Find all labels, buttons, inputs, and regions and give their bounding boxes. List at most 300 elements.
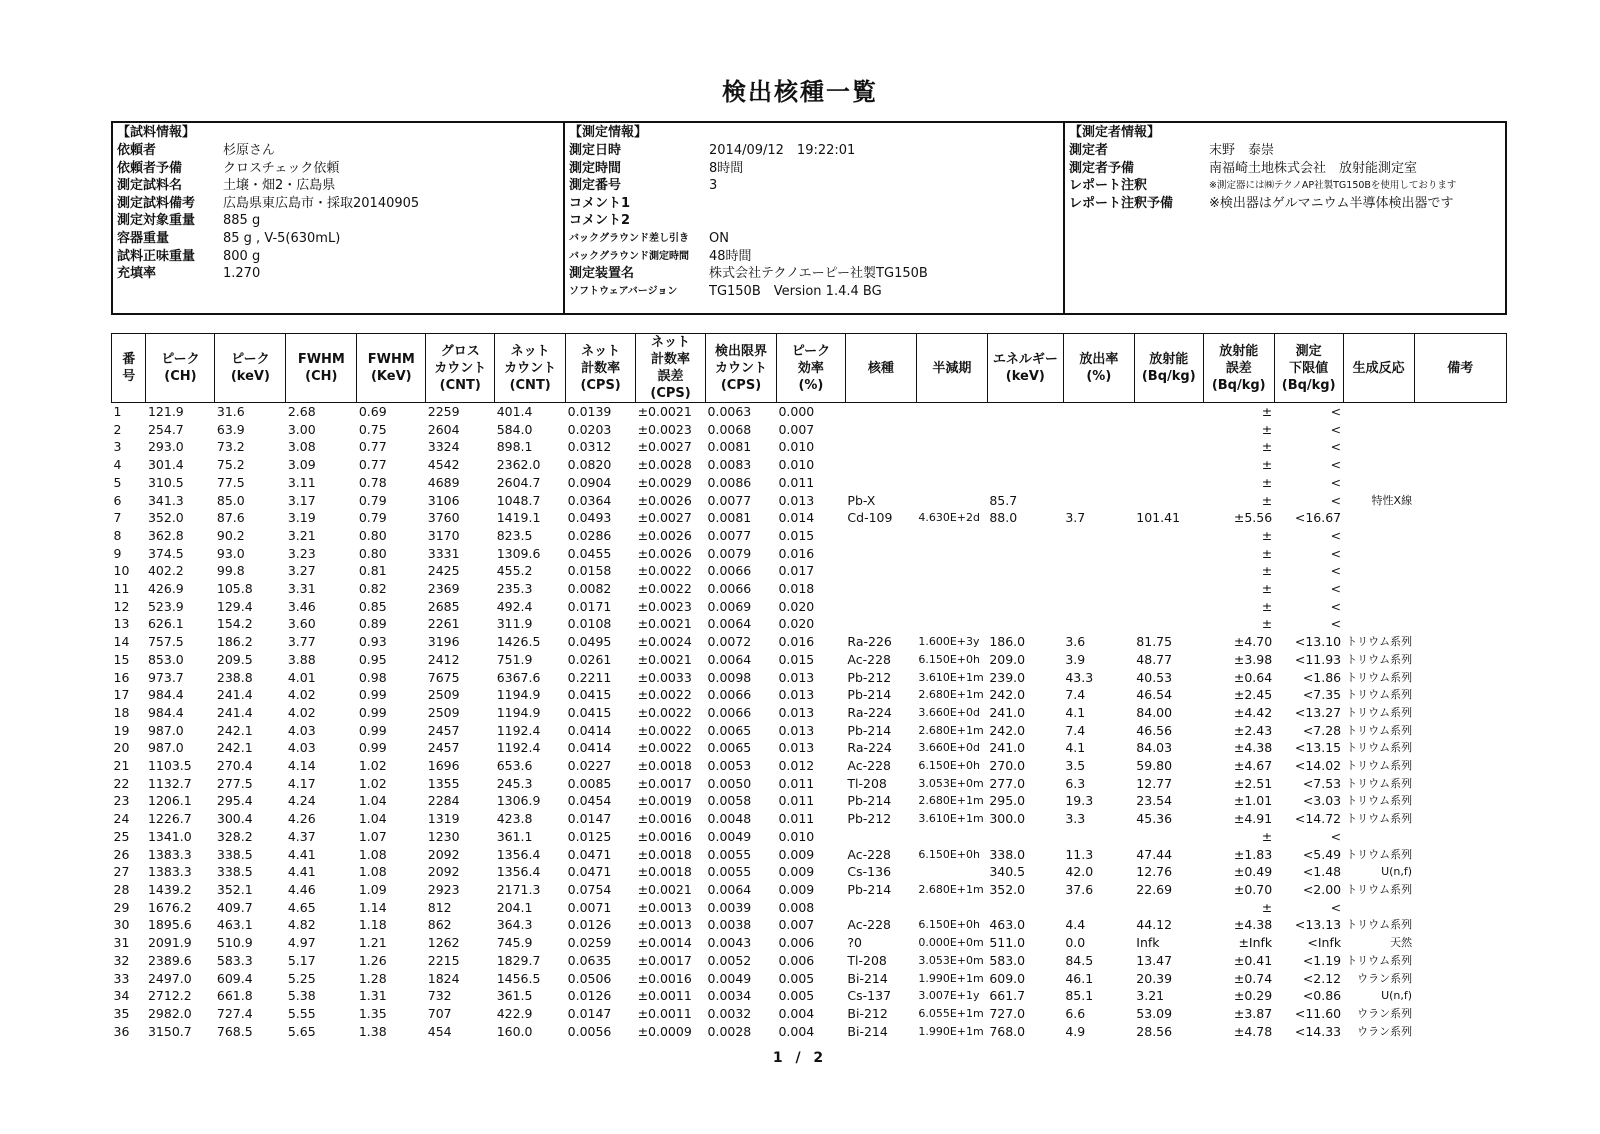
table-cell: 3 [113, 439, 122, 455]
table-cell: 241.0 [989, 740, 1026, 756]
table-cell: <13.27 [1294, 704, 1342, 720]
table-cell: 186.0 [989, 634, 1026, 650]
table-cell: 3170 [427, 527, 460, 543]
table-cell: 4.1 [1065, 704, 1086, 720]
table-cell: 4.97 [287, 935, 316, 951]
table-cell: 87.6 [216, 510, 245, 526]
sample-info-label: 依頼者予備 [117, 160, 183, 176]
table-cell: 0.011 [778, 474, 815, 490]
table-cell: 661.7 [989, 988, 1026, 1004]
table-row [112, 863, 1507, 881]
table-cell [1063, 474, 1134, 492]
table-cell: ±4.70 [1233, 634, 1273, 650]
table-cell: 0.011 [778, 793, 815, 809]
table-row [112, 987, 1507, 1005]
table-cell: ±0.0018 [637, 758, 692, 774]
table-cell [987, 403, 1063, 421]
table-cell [1063, 828, 1134, 846]
table-cell: 4.630E+2d [918, 511, 980, 525]
table-cell: 14 [113, 634, 130, 650]
table-cell: 245.3 [496, 775, 533, 791]
table-cell: 59.80 [1136, 758, 1173, 774]
table-cell: 3.17 [287, 492, 316, 508]
sample-info-row [117, 160, 559, 178]
table-cell [1414, 704, 1506, 722]
table-cell [987, 456, 1063, 474]
table-cell: 85.7 [989, 492, 1018, 508]
table-cell [1414, 633, 1506, 651]
table-cell: 0.95 [358, 651, 387, 667]
table-cell [1134, 527, 1203, 545]
measurement-info-label: バックグラウンド差し引き [569, 232, 689, 244]
sample-info-row [117, 230, 559, 248]
table-cell: ± [1261, 404, 1273, 419]
table-cell: 364.3 [496, 917, 533, 933]
table-cell: 1.21 [358, 935, 387, 951]
operator-info-box [1065, 123, 1505, 313]
sample-info-header: 【試料情報】 [117, 125, 196, 140]
table-cell: 338.0 [989, 846, 1026, 862]
table-cell: 0.0085 [567, 775, 612, 791]
table-cell: ±3.87 [1233, 1005, 1273, 1021]
table-cell: ± [1261, 527, 1273, 543]
table-cell [1414, 987, 1506, 1005]
table-row [112, 757, 1507, 775]
table-cell: トリウム系列 [1346, 741, 1413, 755]
table-cell: 0.79 [358, 510, 387, 526]
table-cell: 3150.7 [147, 1023, 192, 1039]
table-cell: 352.0 [989, 881, 1026, 897]
table-row [112, 828, 1507, 846]
table-cell: 0.0069 [707, 598, 752, 614]
table-cell [1414, 722, 1506, 740]
table-cell: 0.005 [778, 970, 815, 986]
table-cell [916, 863, 987, 881]
table-cell: ±0.0021 [637, 651, 692, 667]
table-cell: 0.99 [358, 722, 387, 738]
table-cell: 3.46 [287, 598, 316, 614]
table-cell: 1103.5 [147, 758, 192, 774]
table-cell: 3.60 [287, 616, 316, 632]
table-cell [1414, 792, 1506, 810]
operator-info-label: 測定者予備 [1069, 160, 1135, 176]
table-cell: ±0.0024 [637, 634, 692, 650]
table-cell: 0.99 [358, 704, 387, 720]
table-cell: ± [1261, 828, 1273, 844]
table-cell: 1.35 [358, 1005, 387, 1021]
table-cell: 0.008 [778, 899, 815, 915]
table-cell: 1895.6 [147, 917, 192, 933]
table-cell: 238.8 [216, 669, 253, 685]
table-cell [1414, 970, 1506, 988]
table-cell: 0.77 [358, 439, 387, 455]
table-cell: 20.39 [1136, 970, 1173, 986]
table-cell: ±0.0009 [637, 1023, 692, 1039]
table-cell: 277.5 [216, 775, 253, 791]
measurement-info-value: 48時間 [709, 248, 752, 264]
table-cell: 4.9 [1065, 1023, 1086, 1039]
table-cell: 2457 [427, 722, 460, 738]
table-cell: 0.009 [778, 864, 815, 880]
table-cell: 0.013 [778, 669, 815, 685]
table-cell: ± [1261, 545, 1273, 561]
table-cell: 44.12 [1136, 917, 1173, 933]
table-cell: 1230 [427, 828, 460, 844]
table-cell: ±1.83 [1233, 846, 1273, 862]
table-cell: Ra-224 [847, 740, 892, 756]
table-cell [987, 421, 1063, 439]
table-cell: トリウム系列 [1346, 776, 1413, 790]
table-cell [1414, 598, 1506, 616]
table-cell [916, 562, 987, 580]
table-cell: 0.010 [778, 439, 815, 455]
table-cell: 35 [113, 1005, 130, 1021]
table-cell: トリウム系列 [1346, 918, 1413, 932]
table-cell [916, 456, 987, 474]
table-cell: 5.38 [287, 988, 316, 1004]
table-cell: 22 [113, 775, 130, 791]
table-row [112, 633, 1507, 651]
table-cell [1414, 810, 1506, 828]
table-cell: 454 [427, 1023, 452, 1039]
table-cell [1134, 492, 1203, 510]
table-cell: <5.49 [1302, 846, 1342, 862]
table-cell: 0.0081 [707, 510, 752, 526]
table-cell: <7.28 [1302, 722, 1342, 738]
table-cell: 4.02 [287, 687, 316, 703]
table-cell: 2509 [427, 704, 460, 720]
table-cell: 511.0 [989, 935, 1026, 951]
table-row [112, 739, 1507, 757]
table-cell: 0.0904 [567, 474, 612, 490]
table-cell: 0.0125 [567, 828, 612, 844]
table-cell: 20 [113, 740, 130, 756]
table-cell: 3.7 [1065, 510, 1086, 526]
table-cell: 241.0 [989, 704, 1026, 720]
table-cell: 1206.1 [147, 793, 192, 809]
table-cell: 1319 [427, 811, 460, 827]
table-cell: 2092 [427, 864, 460, 880]
table-cell [845, 545, 916, 563]
table-cell: 295.4 [216, 793, 253, 809]
table-cell: トリウム系列 [1346, 953, 1413, 967]
table-cell: < [1330, 598, 1342, 614]
table-cell: 209.5 [216, 651, 253, 667]
table-cell: <13.13 [1294, 917, 1342, 933]
table-cell: 0.0039 [707, 899, 752, 915]
table-cell: 300.0 [989, 811, 1026, 827]
table-cell: 823.5 [496, 527, 533, 543]
table-cell [987, 474, 1063, 492]
table-cell: 84.00 [1136, 704, 1173, 720]
table-cell: 0.0147 [567, 1005, 612, 1021]
table-cell: 2.680E+1m [918, 882, 984, 896]
table-row [112, 846, 1507, 864]
table-cell [1343, 421, 1414, 439]
table-cell: 4.03 [287, 722, 316, 738]
table-cell: 2712.2 [147, 988, 192, 1004]
table-row [112, 403, 1507, 421]
table-cell: ±0.0027 [637, 439, 692, 455]
table-cell: 984.4 [147, 687, 184, 703]
table-cell: 0.018 [778, 581, 815, 597]
table-cell [916, 899, 987, 917]
table-cell: 36 [113, 1023, 130, 1039]
measurement-info-value: 株式会社テクノエーピー社製TG150B [709, 266, 928, 282]
table-cell: ウラン系列 [1357, 1024, 1413, 1038]
table-cell: 4542 [427, 457, 460, 473]
table-cell: ±4.67 [1233, 758, 1273, 774]
table-cell: 13 [113, 616, 130, 632]
table-cell: < [1330, 492, 1342, 508]
table-cell: 242.0 [989, 687, 1026, 703]
table-cell: トリウム系列 [1346, 705, 1413, 719]
table-cell: 0.006 [778, 935, 815, 951]
measurement-info-label: 測定日時 [569, 143, 622, 158]
table-cell: U(n,f) [1381, 989, 1413, 1003]
table-cell: 13.47 [1136, 952, 1173, 968]
table-cell: ±0.0023 [637, 421, 692, 437]
table-cell: 2.680E+1m [918, 723, 984, 737]
table-cell: 1.990E+1m [918, 971, 984, 985]
table-cell: 338.5 [216, 846, 253, 862]
table-row [112, 545, 1507, 563]
table-cell: <1.48 [1302, 864, 1342, 880]
table-cell: Infk [1136, 935, 1160, 951]
table-header-row [112, 334, 1507, 403]
table-cell: 3.660E+0d [918, 741, 980, 755]
table-cell: 0.0065 [707, 740, 752, 756]
table-cell: 7.4 [1065, 687, 1086, 703]
table-cell: ±0.0016 [637, 970, 692, 986]
column-header: FWHM (CH) [286, 334, 357, 403]
table-cell [1134, 403, 1203, 421]
table-cell: 3760 [427, 510, 460, 526]
table-cell: ± [1261, 492, 1273, 508]
table-cell: 300.4 [216, 811, 253, 827]
table-cell: 0.0049 [707, 970, 752, 986]
table-cell [916, 527, 987, 545]
table-cell: 401.4 [496, 404, 533, 419]
table-row [112, 952, 1507, 970]
column-header: ピーク 効率 (%) [776, 334, 845, 403]
column-header: 放射能 誤差 (Bq/kg) [1203, 334, 1274, 403]
table-cell: 0.0081 [707, 439, 752, 455]
table-cell: ±2.45 [1233, 687, 1273, 703]
table-cell: 0.0055 [707, 846, 752, 862]
table-cell: ±0.0033 [637, 669, 692, 685]
table-cell: 1439.2 [147, 881, 192, 897]
operator-info-row [1069, 142, 1501, 160]
table-cell [1063, 421, 1134, 439]
table-cell: 0.0066 [707, 563, 752, 579]
table-cell [1414, 492, 1506, 510]
table-cell: 0.0312 [567, 439, 612, 455]
table-cell: ± [1261, 899, 1273, 915]
table-cell [1134, 828, 1203, 846]
table-cell: < [1330, 899, 1342, 915]
table-cell: 653.6 [496, 758, 533, 774]
measurement-info-label: 測定番号 [569, 178, 622, 194]
column-header: グロス カウント (CNT) [426, 334, 495, 403]
table-cell: ±0.49 [1233, 864, 1273, 880]
table-cell: 40.53 [1136, 669, 1173, 685]
table-cell [1134, 562, 1203, 580]
table-cell: 523.9 [147, 598, 184, 614]
table-cell: 3196 [427, 634, 460, 650]
table-cell: 1696 [427, 758, 460, 774]
table-cell: 4.37 [287, 828, 316, 844]
table-cell: 1.04 [358, 793, 387, 809]
table-cell: 3.09 [287, 457, 316, 473]
table-cell: 18 [113, 704, 130, 720]
table-cell: 0.006 [778, 952, 815, 968]
column-header: 核種 [845, 334, 916, 403]
table-cell: 0.020 [778, 598, 815, 614]
table-cell: 0.013 [778, 687, 815, 703]
table-cell: Cd-109 [847, 510, 893, 526]
table-cell: トリウム系列 [1346, 688, 1413, 702]
table-cell: ±4.38 [1233, 740, 1273, 756]
table-cell: ウラン系列 [1357, 1006, 1413, 1020]
table-cell [1414, 775, 1506, 793]
sample-info-row [117, 212, 559, 230]
measurement-info-label: ソフトウェアバージョン [569, 285, 678, 297]
table-cell: トリウム系列 [1346, 652, 1413, 666]
table-row [112, 562, 1507, 580]
table-cell: Ac-228 [847, 846, 891, 862]
table-cell [1343, 509, 1414, 527]
table-cell [916, 492, 987, 510]
table-cell [1414, 863, 1506, 881]
table-cell: 3.31 [287, 581, 316, 597]
table-cell: Ra-226 [847, 634, 892, 650]
table-cell: 2261 [427, 616, 460, 632]
measurement-info-row [569, 212, 1059, 230]
table-cell: ±0.0022 [637, 687, 692, 703]
table-cell: 26 [113, 846, 130, 862]
table-cell [987, 562, 1063, 580]
table-cell: 241.4 [216, 704, 253, 720]
table-cell: 1306.9 [496, 793, 541, 809]
table-cell [1063, 598, 1134, 616]
column-header: ネット 計数率 誤差 (CPS) [636, 334, 706, 403]
measurement-info-label: コメント1 [569, 195, 631, 211]
table-cell: ±0.0017 [637, 952, 692, 968]
table-cell: 2259 [427, 404, 460, 419]
table-cell [1414, 1023, 1506, 1041]
table-cell: 812 [427, 899, 452, 915]
table-cell [1134, 456, 1203, 474]
table-row [112, 456, 1507, 474]
table-cell: 1356.4 [496, 846, 541, 862]
table-cell: 583.0 [989, 952, 1026, 968]
sample-info-value: 85 g , V-5(630mL) [223, 230, 341, 246]
table-cell: 11 [113, 581, 130, 597]
table-row [112, 1023, 1507, 1041]
table-cell: ±0.74 [1233, 970, 1273, 986]
table-cell: 0.015 [778, 651, 815, 667]
table-cell: 0.0455 [567, 545, 612, 561]
table-cell: 0.017 [778, 563, 815, 579]
measurement-info-row [569, 142, 1059, 160]
table-cell: 3324 [427, 439, 460, 455]
table-cell: 0.0056 [567, 1023, 612, 1039]
table-cell: 352.1 [216, 881, 253, 897]
table-cell: Ac-228 [847, 917, 891, 933]
table-cell: 1.26 [358, 952, 387, 968]
table-cell: 4 [113, 457, 122, 473]
table-cell: ± [1261, 598, 1273, 614]
table-cell [1134, 438, 1203, 456]
table-cell: 3.11 [287, 474, 316, 490]
table-cell: 0.0171 [567, 598, 612, 614]
table-cell: 0.78 [358, 474, 387, 490]
table-cell: 0.0053 [707, 758, 752, 774]
measurement-info-row [569, 195, 1059, 213]
table-cell: 2 [113, 421, 122, 437]
table-cell: < [1330, 439, 1342, 455]
table-row [112, 810, 1507, 828]
table-cell [1414, 899, 1506, 917]
table-cell: 1356.4 [496, 864, 541, 880]
table-cell: 3.053E+0m [918, 953, 984, 967]
table-row [112, 598, 1507, 616]
table-cell: <2.12 [1302, 970, 1342, 986]
table-cell [987, 899, 1063, 917]
table-cell [1414, 952, 1506, 970]
table-cell: 8 [113, 527, 122, 543]
table-cell: 11.3 [1065, 846, 1094, 862]
table-cell: ±0.0014 [637, 935, 692, 951]
table-row [112, 492, 1507, 510]
table-cell: Tl-208 [847, 775, 887, 791]
table-cell: 584.0 [496, 421, 533, 437]
table-cell: 987.0 [147, 722, 184, 738]
table-cell: ±0.0022 [637, 704, 692, 720]
table-cell: 0.0028 [707, 1023, 752, 1039]
table-cell: 0.020 [778, 616, 815, 632]
table-cell: ±0.0026 [637, 545, 692, 561]
table-cell [1063, 899, 1134, 917]
table-cell [916, 598, 987, 616]
sample-info-row [117, 195, 559, 213]
table-cell: 0.007 [778, 421, 815, 437]
table-cell: 特性X線 [1371, 493, 1413, 507]
table-cell: 2457 [427, 740, 460, 756]
table-cell: 242.1 [216, 722, 253, 738]
table-cell: 0.0079 [707, 545, 752, 561]
table-cell: 0.0415 [567, 687, 612, 703]
table-cell: 626.1 [147, 616, 184, 632]
table-cell: 31 [113, 935, 130, 951]
table-cell: ±2.43 [1233, 722, 1273, 738]
table-cell: 973.7 [147, 669, 184, 685]
table-cell: 1383.3 [147, 864, 192, 880]
table-cell: Ra-224 [847, 704, 892, 720]
table-cell [1414, 828, 1506, 846]
table-cell: 1262 [427, 935, 460, 951]
table-cell [1134, 580, 1203, 598]
table-cell: 0.010 [778, 828, 815, 844]
table-cell: 0.0126 [567, 917, 612, 933]
table-cell: 天然 [1390, 936, 1413, 950]
table-cell: ±4.78 [1233, 1023, 1273, 1039]
table-cell: < [1330, 581, 1342, 597]
table-cell: 77.5 [216, 474, 245, 490]
table-cell: 6.150E+0h [918, 918, 980, 932]
sample-info-value: 土壌・畑2・広島県 [223, 178, 336, 194]
